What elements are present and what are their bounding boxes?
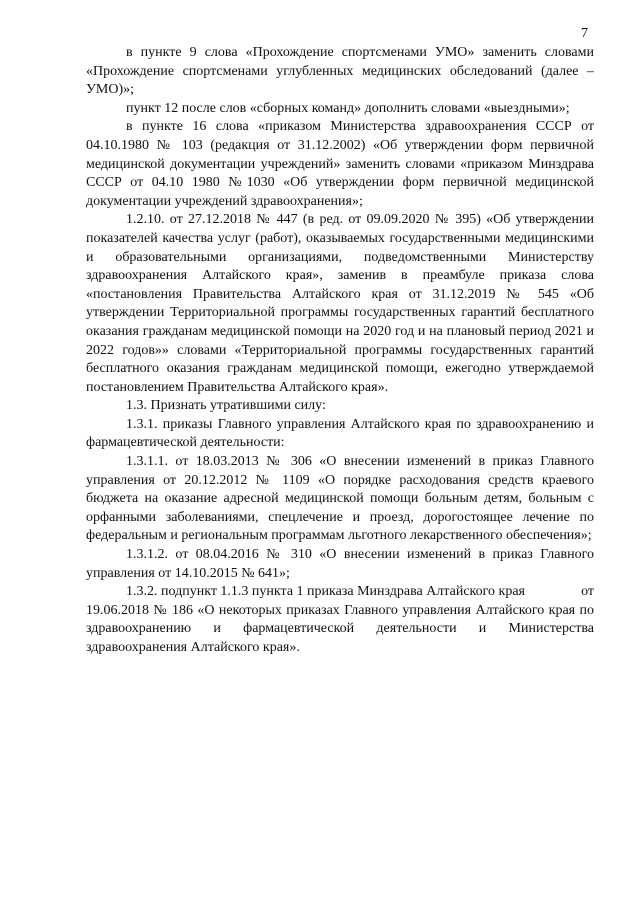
page-number: 7 <box>581 26 588 41</box>
paragraph-item-12: пункт 12 после слов «сборных команд» дополнить словами «выездными»; <box>126 100 570 116</box>
paragraph-1-3-2-rest: 19.06.2018 № 186 «О некоторых приказах Главного управления Алтайского края по здравоохранению и фармацевтической деятельности и Министерства здравоохранения Алтайского края». <box>86 602 594 655</box>
document-body <box>86 44 594 658</box>
paragraph-1-3: 1.3. Признать утратившими силу: <box>126 398 326 414</box>
paragraph-item-16: в пункте 16 слова «приказом Министерства здравоохранения СССР от 04.10.1980 № 103 (редакция от 31.12.2002) «Об утверждении форм первичной медицинской документации учреждений» заменить словами «приказом Минздрава СССР от 04.10 1980 №1030 «Об утверждении форм первичной медицинской документации учреждений здравоохранения»; <box>86 119 594 209</box>
paragraph-1-3-1: 1.3.1. приказы Главного управления Алтайского края по здравоохранению и фармацевтической деятельности: <box>86 416 594 451</box>
paragraph-1-3-2 <box>86 583 594 657</box>
paragraph-1-3-2-lead-end: от <box>581 584 594 600</box>
paragraph-1-3-2-first-line <box>86 583 594 602</box>
paragraph-1-3-1-2: 1.3.1.2. от 08.04.2016 № 310 «О внесении изменений в приказ Главного управления от 14.10.2015 № 641»; <box>86 547 594 581</box>
paragraph-1-3-1-1: 1.3.1.1. от 18.03.2013 № 306 «О внесении изменений в приказ Главного управления от 20.12.2012 № 1109 «О порядке расходования средств краевого бюджета на оказание адресной медицинской помощи больным детям, больным с орфанными заболеваниями, спецлечение и проезд, дорогостоящее лечение по федеральным и региональным программам льготного лекарственного обеспечения»; <box>86 454 594 544</box>
paragraph-1-3-2-lead: 1.3.2. подпункт 1.1.3 пункта 1 приказа Минздрава Алтайского края <box>126 584 525 600</box>
paragraph-1-2-10: 1.2.10. от 27.12.2018 № 447 (в ред. от 09.09.2020 № 395) «Об утверждении показателей качества услуг (работ), оказываемых государственными медицинскими и образовательными организациями, подведомственными Министерству здравоохранения Алтайского края», заменив в преамбуле приказа слова «постановления Правительства Алтайского края от 31.12.2019 № 545 «Об утверждении Территориальной программы государственных гарантий бесплатного оказания гражданам медицинской помощи на 2020 год и на плановый период 2021 и 2022 годов»» словами «Территориальной программы государственных гарантий бесплатного оказания гражданам медицинской помощи, ежегодно утверждаемой постановлением Правительства Алтайского края». <box>86 212 594 395</box>
paragraph-item-9: в пункте 9 слова «Прохождение спортсменами УМО» заменить словами «Прохождение спортсменами углубленных медицинских обследований (далее – УМО)»; <box>86 45 594 98</box>
